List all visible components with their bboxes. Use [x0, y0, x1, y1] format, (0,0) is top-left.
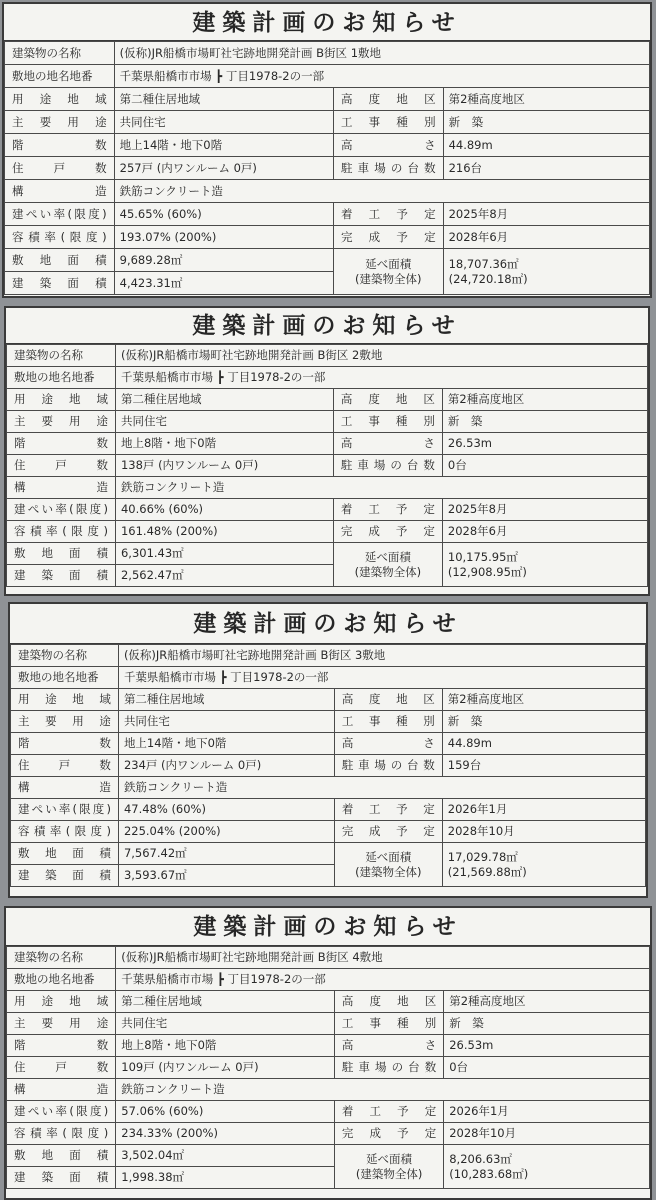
label-zoning: 用途地域 — [5, 88, 115, 111]
notice-board-1 — [2, 2, 652, 298]
notice-board-2 — [4, 306, 650, 596]
table-row — [11, 843, 646, 865]
table-row — [7, 477, 648, 499]
value-total-floor-area-main: 10,175.95㎡ — [447, 550, 518, 565]
value-total-floor-area-all: (24,720.18㎡) — [448, 271, 528, 286]
value-address: 千葉県船橋市市場 ┣ 丁目1978-2の一部 — [115, 367, 647, 389]
sign-title: 建築計画のお知らせ — [6, 908, 650, 946]
label-completion: 完成予定 — [334, 1123, 443, 1145]
label-work-type: 工事種別 — [334, 711, 442, 733]
table-row — [7, 1145, 650, 1167]
label-total-floor-area — [334, 1145, 443, 1189]
label-total-floor-area-main: 延べ面積 — [364, 550, 411, 565]
notice-table — [6, 344, 648, 587]
value-coverage: 45.65% (60%) — [114, 203, 333, 226]
value-main-use: 共同住宅 — [115, 411, 333, 433]
table-row — [7, 991, 650, 1013]
label-height: 高さ — [334, 733, 442, 755]
label-far: 容積率(限度) — [5, 226, 115, 249]
notice-table — [4, 41, 650, 295]
label-work-type: 工事種別 — [333, 111, 443, 134]
value-structure: 鉄筋コンクリート造 — [118, 777, 645, 799]
label-total-floor-area-sub: (建築物全体) — [354, 564, 422, 579]
table-row — [5, 157, 650, 180]
value-zoning: 第二種住居地域 — [114, 88, 333, 111]
label-total-floor-area — [333, 249, 443, 295]
label-building-area: 建築面積 — [7, 1167, 116, 1189]
value-floors: 地上14階・地下0階 — [118, 733, 334, 755]
table-row — [7, 433, 648, 455]
label-total-floor-area-main: 延べ面積 — [365, 257, 412, 272]
label-total-floor-area — [334, 843, 442, 887]
value-main-use: 共同住宅 — [116, 1013, 335, 1035]
value-far: 234.33% (200%) — [116, 1123, 335, 1145]
label-zoning: 用途地域 — [11, 689, 119, 711]
value-total-floor-area-all: (21,569.88㎡) — [447, 864, 527, 879]
label-coverage: 建ぺい率(限度) — [5, 203, 115, 226]
label-name: 建築物の名称 — [7, 947, 116, 969]
label-completion: 完成予定 — [334, 821, 442, 843]
value-total-floor-area — [442, 843, 645, 887]
label-parking: 駐車場の台数 — [333, 157, 443, 180]
label-units: 住戸数 — [5, 157, 115, 180]
value-start: 2025年8月 — [442, 499, 647, 521]
label-name: 建築物の名称 — [7, 345, 116, 367]
table-row — [7, 947, 650, 969]
table-row — [7, 345, 648, 367]
value-building-area: 1,998.38㎡ — [116, 1167, 335, 1189]
value-parking: 0台 — [442, 455, 647, 477]
label-start: 着工予定 — [333, 203, 443, 226]
table-row — [11, 645, 646, 667]
label-height: 高さ — [334, 1035, 443, 1057]
table-row — [7, 1035, 650, 1057]
label-parking: 駐車場の台数 — [334, 755, 442, 777]
table-row — [11, 755, 646, 777]
value-total-floor-area-main: 18,707.36㎡ — [448, 257, 519, 272]
value-coverage: 47.48% (60%) — [118, 799, 334, 821]
value-total-floor-area — [444, 1145, 650, 1189]
value-total-floor-area-main: 8,206.63㎡ — [449, 1152, 512, 1167]
label-start: 着工予定 — [334, 1101, 443, 1123]
value-far: 161.48% (200%) — [115, 521, 333, 543]
value-name: (仮称)JR船橋市場町社宅跡地開発計画 B街区 1敷地 — [114, 42, 649, 65]
notice-table — [10, 644, 646, 887]
value-total-floor-area-all: (10,283.68㎡) — [449, 1166, 529, 1181]
label-floors: 階数 — [7, 1035, 116, 1057]
label-total-floor-area-sub: (建築物全体) — [355, 1166, 423, 1181]
table-row — [5, 249, 650, 272]
value-far: 193.07% (200%) — [114, 226, 333, 249]
value-coverage: 40.66% (60%) — [115, 499, 333, 521]
table-row — [7, 521, 648, 543]
label-work-type: 工事種別 — [333, 411, 442, 433]
sign-title: 建築計画のお知らせ — [10, 604, 646, 644]
value-work-type: 新 築 — [442, 711, 645, 733]
label-units: 住戸数 — [11, 755, 119, 777]
label-floors: 階数 — [7, 433, 116, 455]
value-height: 26.53m — [442, 433, 647, 455]
value-height: 44.89m — [443, 134, 649, 157]
table-row — [11, 711, 646, 733]
table-row — [5, 134, 650, 157]
value-main-use: 共同住宅 — [114, 111, 333, 134]
value-height-district: 第2種高度地区 — [444, 991, 650, 1013]
value-building-area: 2,562.47㎡ — [115, 565, 333, 587]
label-building-area: 建築面積 — [7, 565, 116, 587]
label-units: 住戸数 — [7, 455, 116, 477]
value-start: 2025年8月 — [443, 203, 649, 226]
value-units: 109戸 (内ワンルーム 0戸) — [116, 1057, 335, 1079]
value-zoning: 第二種住居地域 — [115, 389, 333, 411]
table-row — [5, 88, 650, 111]
label-main-use: 主要用途 — [5, 111, 115, 134]
label-site-area: 敷地面積 — [5, 249, 115, 272]
value-site-area: 6,301.43㎡ — [115, 543, 333, 565]
value-total-floor-area-all: (12,908.95㎡) — [447, 564, 527, 579]
table-row — [11, 821, 646, 843]
value-height-district: 第2種高度地区 — [442, 389, 647, 411]
label-far: 容積率(限度) — [7, 1123, 116, 1145]
value-building-area: 3,593.67㎡ — [118, 865, 334, 887]
value-completion: 2028年6月 — [442, 521, 647, 543]
label-zoning: 用途地域 — [7, 991, 116, 1013]
label-height-district: 高度地区 — [334, 991, 443, 1013]
label-name: 建築物の名称 — [11, 645, 119, 667]
table-row — [7, 1101, 650, 1123]
value-height-district: 第2種高度地区 — [443, 88, 649, 111]
label-structure: 構造 — [11, 777, 119, 799]
value-site-area: 7,567.42㎡ — [118, 843, 334, 865]
table-row — [7, 1013, 650, 1035]
table-row — [5, 226, 650, 249]
label-coverage: 建ぺい率(限度) — [7, 1101, 116, 1123]
table-row — [7, 543, 648, 565]
table-row — [11, 777, 646, 799]
table-row — [11, 667, 646, 689]
value-coverage: 57.06% (60%) — [116, 1101, 335, 1123]
label-parking: 駐車場の台数 — [333, 455, 442, 477]
value-completion: 2028年10月 — [444, 1123, 650, 1145]
value-structure: 鉄筋コンクリート造 — [114, 180, 649, 203]
value-total-floor-area — [442, 543, 647, 587]
label-start: 着工予定 — [333, 499, 442, 521]
value-far: 225.04% (200%) — [118, 821, 334, 843]
label-height: 高さ — [333, 134, 443, 157]
table-row — [5, 180, 650, 203]
label-address: 敷地の地名地番 — [11, 667, 119, 689]
notice-board-4 — [4, 906, 652, 1200]
table-row — [7, 499, 648, 521]
label-address: 敷地の地名地番 — [7, 367, 116, 389]
sign-title: 建築計画のお知らせ — [6, 308, 648, 344]
label-total-floor-area-main: 延べ面積 — [366, 1152, 413, 1167]
sign-title: 建築計画のお知らせ — [4, 4, 650, 41]
value-main-use: 共同住宅 — [118, 711, 334, 733]
value-height: 26.53m — [444, 1035, 650, 1057]
label-structure: 構造 — [7, 1079, 116, 1101]
table-row — [5, 42, 650, 65]
label-zoning: 用途地域 — [7, 389, 116, 411]
label-height-district: 高度地区 — [333, 389, 442, 411]
label-site-area: 敷地面積 — [11, 843, 119, 865]
table-row — [5, 65, 650, 88]
table-row — [7, 969, 650, 991]
label-address: 敷地の地名地番 — [7, 969, 116, 991]
value-units: 138戸 (内ワンルーム 0戸) — [115, 455, 333, 477]
value-address: 千葉県船橋市市場 ┣ 丁目1978-2の一部 — [114, 65, 649, 88]
value-site-area: 3,502.04㎡ — [116, 1145, 335, 1167]
label-coverage: 建ぺい率(限度) — [11, 799, 119, 821]
value-units: 234戸 (内ワンルーム 0戸) — [118, 755, 334, 777]
label-height-district: 高度地区 — [334, 689, 442, 711]
value-name: (仮称)JR船橋市場町社宅跡地開発計画 B街区 3敷地 — [118, 645, 645, 667]
label-work-type: 工事種別 — [334, 1013, 443, 1035]
table-row — [7, 455, 648, 477]
value-work-type: 新 築 — [443, 111, 649, 134]
value-zoning: 第二種住居地域 — [118, 689, 334, 711]
value-units: 257戸 (内ワンルーム 0戸) — [114, 157, 333, 180]
label-completion: 完成予定 — [333, 226, 443, 249]
table-row — [5, 111, 650, 134]
label-site-area: 敷地面積 — [7, 1145, 116, 1167]
table-row — [11, 799, 646, 821]
label-total-floor-area-sub: (建築物全体) — [355, 864, 422, 879]
label-height-district: 高度地区 — [333, 88, 443, 111]
label-main-use: 主要用途 — [7, 411, 116, 433]
table-row — [11, 689, 646, 711]
label-parking: 駐車場の台数 — [334, 1057, 443, 1079]
value-floors: 地上14階・地下0階 — [114, 134, 333, 157]
value-structure: 鉄筋コンクリート造 — [116, 1079, 650, 1101]
notice-board-3 — [8, 602, 648, 898]
table-row — [7, 389, 648, 411]
label-name: 建築物の名称 — [5, 42, 115, 65]
table-row — [7, 367, 648, 389]
label-start: 着工予定 — [334, 799, 442, 821]
label-total-floor-area-main: 延べ面積 — [365, 850, 412, 865]
value-height: 44.89m — [442, 733, 645, 755]
value-height-district: 第2種高度地区 — [442, 689, 645, 711]
table-row — [7, 1057, 650, 1079]
label-height: 高さ — [333, 433, 442, 455]
notice-table — [6, 946, 650, 1189]
value-parking: 0台 — [444, 1057, 650, 1079]
label-total-floor-area-sub: (建築物全体) — [355, 271, 422, 286]
table-row — [7, 1123, 650, 1145]
table-row — [11, 733, 646, 755]
value-building-area: 4,423.31㎡ — [114, 272, 333, 295]
value-parking: 159台 — [442, 755, 645, 777]
value-site-area: 9,689.28㎡ — [114, 249, 333, 272]
value-floors: 地上8階・地下0階 — [115, 433, 333, 455]
label-total-floor-area — [333, 543, 442, 587]
label-building-area: 建築面積 — [11, 865, 119, 887]
value-zoning: 第二種住居地域 — [116, 991, 335, 1013]
value-floors: 地上8階・地下0階 — [116, 1035, 335, 1057]
label-main-use: 主要用途 — [11, 711, 119, 733]
table-row — [7, 1079, 650, 1101]
table-row — [7, 411, 648, 433]
value-address: 千葉県船橋市市場 ┣ 丁目1978-2の一部 — [118, 667, 645, 689]
value-name: (仮称)JR船橋市場町社宅跡地開発計画 B街区 4敷地 — [116, 947, 650, 969]
label-far: 容積率(限度) — [11, 821, 119, 843]
label-coverage: 建ぺい率(限度) — [7, 499, 116, 521]
label-floors: 階数 — [11, 733, 119, 755]
value-total-floor-area-main: 17,029.78㎡ — [447, 850, 518, 865]
label-building-area: 建築面積 — [5, 272, 115, 295]
label-structure: 構造 — [5, 180, 115, 203]
value-name: (仮称)JR船橋市場町社宅跡地開発計画 B街区 2敷地 — [115, 345, 647, 367]
label-floors: 階数 — [5, 134, 115, 157]
table-row — [5, 203, 650, 226]
value-start: 2026年1月 — [444, 1101, 650, 1123]
value-total-floor-area — [443, 249, 649, 295]
label-far: 容積率(限度) — [7, 521, 116, 543]
value-completion: 2028年10月 — [442, 821, 645, 843]
value-address: 千葉県船橋市市場 ┣ 丁目1978-2の一部 — [116, 969, 650, 991]
label-main-use: 主要用途 — [7, 1013, 116, 1035]
label-site-area: 敷地面積 — [7, 543, 116, 565]
value-work-type: 新 築 — [442, 411, 647, 433]
value-structure: 鉄筋コンクリート造 — [115, 477, 647, 499]
label-structure: 構造 — [7, 477, 116, 499]
label-completion: 完成予定 — [333, 521, 442, 543]
value-work-type: 新 築 — [444, 1013, 650, 1035]
value-parking: 216台 — [443, 157, 649, 180]
label-units: 住戸数 — [7, 1057, 116, 1079]
value-start: 2026年1月 — [442, 799, 645, 821]
value-completion: 2028年6月 — [443, 226, 649, 249]
label-address: 敷地の地名地番 — [5, 65, 115, 88]
